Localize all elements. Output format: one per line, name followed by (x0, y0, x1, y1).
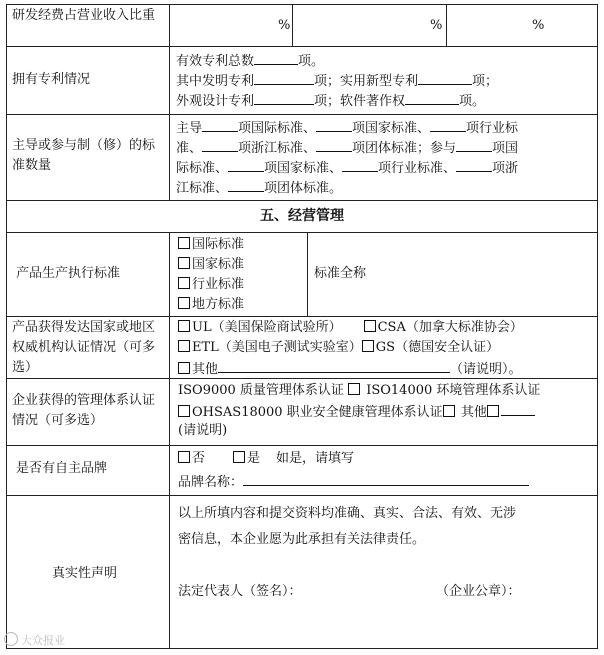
checkbox[interactable] (178, 362, 190, 374)
standards-line-4: 江标准、 项团体标准。 (176, 177, 342, 199)
watermark-logo-icon (4, 632, 18, 646)
patents-label: 拥有专利情况 (12, 72, 91, 87)
checkbox[interactable] (362, 340, 374, 352)
blank[interactable] (202, 137, 238, 152)
rd-pct-1: % (278, 18, 291, 33)
signature-label: 法定代表人（签名）： (178, 584, 302, 599)
blank[interactable] (228, 177, 264, 192)
blank[interactable] (456, 157, 492, 172)
cert-label: 产品获得发达国家或地区权威机构认证情况（可多选） (12, 320, 156, 375)
rule (6, 316, 598, 317)
exec-option[interactable]: 国际标准 (178, 235, 244, 255)
brand-label: 是否有自主品牌 (16, 461, 108, 476)
section-title: 五、经营管理 (260, 208, 344, 224)
rule-bottom (6, 648, 598, 649)
exec-option[interactable]: 行业标准 (178, 275, 244, 295)
blank[interactable] (501, 401, 535, 416)
cert-line-2: ETL（美国电子测试实验室） GS（德国安全认证） (178, 338, 499, 358)
blank[interactable] (430, 117, 466, 132)
rule (307, 232, 308, 316)
brand-line-2: 品牌名称： (178, 471, 529, 493)
blank[interactable] (342, 157, 378, 172)
rd-pct-3: % (532, 18, 545, 33)
rd-pct-2: % (430, 18, 443, 33)
rule (6, 445, 598, 446)
rule (6, 46, 598, 47)
standards-line-1: 主导 项国际标准、 项国家标准、 项行业标 (176, 117, 518, 139)
patents-line-1: 有效专利总数 项。 (176, 50, 324, 72)
checkbox[interactable] (348, 383, 360, 395)
blank[interactable] (405, 90, 459, 105)
blank[interactable] (316, 137, 352, 152)
checkbox[interactable] (233, 451, 245, 463)
patents-line-3: 外观设计专利 项；软件著作权 项。 (176, 90, 485, 112)
checkbox[interactable] (178, 405, 190, 417)
rule-top (6, 4, 598, 5)
watermark: 大众报业 (4, 632, 65, 648)
mgmt-line-3: (请说明) (178, 423, 228, 438)
std-name-label: 标准全称 (314, 266, 367, 281)
checkbox[interactable] (487, 405, 499, 417)
patents-line-2: 其中发明专利 项；实用新型专利 项； (176, 70, 498, 92)
blank[interactable] (218, 358, 450, 373)
cert-line-1: UL（美国保险商试验所） CSA（加拿大标准协会） (178, 318, 523, 338)
exec-option[interactable]: 国家标准 (178, 255, 244, 275)
checkbox[interactable] (364, 320, 376, 332)
blank[interactable] (418, 70, 472, 85)
rd-label: 研发经费占营业收入比重 (12, 8, 156, 23)
checkbox[interactable] (443, 405, 455, 417)
decl-label: 真实性声明 (52, 566, 118, 581)
blank[interactable] (228, 157, 264, 172)
checkbox[interactable] (178, 297, 190, 309)
blank[interactable] (456, 137, 492, 152)
rule (6, 232, 598, 233)
seal-label: （企业公章）： (436, 584, 521, 599)
blank[interactable] (254, 90, 314, 105)
decl-para-2: 密信息，本企业愿为此承担有关法律责任。 (178, 532, 426, 547)
blank[interactable] (254, 70, 314, 85)
checkbox[interactable] (178, 451, 190, 463)
standards-label: 主导或参与制（修）的标准数量 (12, 138, 156, 173)
blank[interactable] (316, 117, 352, 132)
checkbox[interactable] (178, 340, 190, 352)
mgmt-line-1: ISO9000 质量管理体系认证 ISO14000 环境管理体系认证 (178, 383, 541, 398)
checkbox[interactable] (178, 257, 190, 269)
cert-line-3: 其他 （请说明）。 (178, 358, 522, 380)
standards-line-3: 际标准、 项国家标准、 项行业标准、 项浙 (176, 157, 518, 179)
brand-line-1: 否 是 如是，请填写 (178, 449, 354, 469)
rule (6, 114, 598, 115)
rule (169, 4, 170, 200)
checkbox[interactable] (178, 277, 190, 289)
mgmt-line-2: OHSAS18000 职业安全健康管理体系认证 其他 (178, 401, 535, 423)
rule-right (597, 4, 598, 649)
standards-line-2: 准、 项浙江标准、 项团体标准；参与 项国 (176, 137, 518, 159)
blank[interactable] (202, 117, 238, 132)
form-table (6, 4, 598, 649)
blank[interactable] (254, 50, 298, 65)
exec-option[interactable]: 地方标准 (178, 295, 244, 315)
rule (446, 4, 447, 46)
rule (6, 495, 598, 496)
mgmt-label: 企业获得的管理体系认证情况（可多选） (12, 393, 156, 428)
exec-label: 产品生产执行标准 (16, 266, 121, 281)
checkbox[interactable] (178, 320, 190, 332)
decl-para-1: 以上所填内容和提交资料均准确、真实、合法、有效、无涉 (178, 506, 517, 521)
checkbox[interactable] (178, 237, 190, 249)
rule (169, 232, 170, 649)
rule-left (6, 4, 7, 649)
rule (6, 200, 598, 201)
rule (292, 4, 293, 46)
brand-name-blank[interactable] (243, 471, 529, 486)
